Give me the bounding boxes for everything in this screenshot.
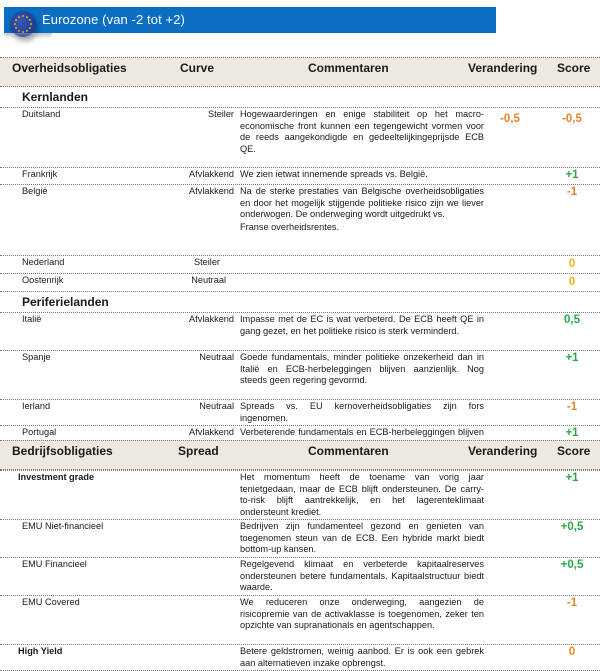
group-title: Periferielanden — [22, 295, 109, 309]
banner-shadow — [4, 33, 52, 39]
header-verandering: Verandering — [468, 444, 538, 458]
table-row — [0, 557, 600, 595]
row-name: Spanje — [22, 352, 51, 362]
row-comment-continued: Franse overheidsrentes. — [240, 221, 340, 232]
row-name: Investment grade — [18, 472, 95, 482]
row-comment: Spreads vs. EU kernoverheidsobligaties zijn fors ingenomen. — [240, 401, 484, 423]
row-comment: Verbeterende fundamentals en ECB-herbeleggingen blijven — [240, 427, 484, 437]
row-score: +1 — [565, 427, 579, 439]
row-score: -1 — [566, 186, 578, 198]
group-title: Kernlanden — [22, 90, 89, 104]
table-row — [0, 255, 600, 273]
table-row — [0, 470, 600, 519]
table-row — [0, 399, 600, 425]
row-score: +0,5 — [560, 559, 584, 571]
table-row — [0, 595, 600, 644]
group-heading — [0, 291, 600, 312]
table-row — [0, 167, 600, 184]
row-curve: Afvlakkend — [189, 169, 234, 179]
row-score: -1 — [566, 597, 578, 609]
row-name: Frankrijk — [22, 169, 58, 179]
table-row — [0, 273, 600, 291]
row-score: 0 — [568, 646, 576, 658]
row-score: 0 — [568, 258, 576, 270]
header-score: Score — [557, 444, 591, 458]
row-score: -1 — [566, 401, 578, 413]
row-score: 0 — [568, 276, 576, 288]
row-change: -0,5 — [500, 113, 520, 125]
row-name: EMU Niet-financieel — [22, 521, 104, 531]
row-name: Portugal — [22, 427, 57, 437]
row-name: Nederland — [22, 257, 65, 267]
header-score: Score — [557, 61, 591, 75]
row-name: Italië — [22, 314, 42, 324]
row-curve: Afvlakkend — [189, 186, 234, 196]
table-row — [0, 350, 600, 399]
row-curve: Steiler — [207, 109, 234, 119]
banner-title: Eurozone (van -2 tot +2) — [42, 12, 185, 27]
row-comment: We zien ietwat innemende spreads vs. België. — [240, 169, 428, 179]
row-score: +1 — [565, 472, 579, 484]
row-comment: Het momentum heeft de toename van vorig jaar tenietgedaan, maar de ECB blijft ondersteunen. De carry-to-risk blijft aantrekkelijk, en het lagerenteklimaat ondersteunt krediet. — [240, 472, 484, 517]
header-curve: Curve — [180, 61, 215, 75]
row-curve: Neutraal — [199, 401, 234, 411]
row-name: Oostenrijk — [22, 275, 64, 285]
row-curve: Neutraal — [191, 275, 226, 285]
row-name: België — [22, 186, 48, 196]
row-comment: Impasse met de EC is wat verbeterd. De ECB heeft QE in gang gezet, en het politieke risico is sterk verminderd. — [240, 314, 484, 336]
row-score: -0,5 — [562, 113, 582, 125]
row-name: Ierland — [22, 401, 51, 411]
table-row — [0, 107, 600, 167]
government-bonds-table — [0, 57, 600, 452]
table-row — [0, 519, 600, 557]
row-curve: Steiler — [193, 257, 220, 267]
row-curve: Afvlakkend — [189, 427, 234, 437]
header-overheidsobligaties: Overheidsobligaties — [12, 61, 127, 75]
row-comment: Hogewaarderingen en enige stabiliteit op het macro-economische front kunnen een tegengewicht vormen voor de reeds aangekondigde en gedeeltelijkingeprijsde ECB QE. — [240, 109, 484, 154]
row-comment: Bedrijven zijn fundamenteel gezond en genieten van toegenomen steun van de ECB. Een hybride markt biedt bottom-up kansen. — [240, 521, 484, 554]
header-spread: Spread — [178, 444, 219, 458]
row-comment: Goede fundamentals, minder politieke onzekerheid dan in Italië en ECB-herbeleggingen blijven aanzienlijk. Nog steeds geen regering gevormd. — [240, 352, 484, 385]
row-comment: Betere geldstromen, weinig aanbod. Er is ook een gebrek aan alternatieven inzake opbrengst. — [240, 646, 484, 668]
table-row — [0, 312, 600, 350]
row-score: +1 — [565, 169, 579, 181]
row-comment: We reduceren onze onderweging, aangezien de risicopremie van de activaklasse is toegenomen, zeker ten opzichte van supranationals en agentschappen. — [240, 597, 484, 630]
table-header — [0, 57, 600, 87]
row-name: Duitsland — [22, 109, 61, 119]
header-bedrijfsobligaties: Bedrijfsobligaties — [12, 444, 113, 458]
row-score: 0,5 — [564, 314, 580, 326]
corporate-bonds-table — [0, 440, 600, 671]
row-score: +0,5 — [560, 521, 584, 533]
table-row — [0, 644, 600, 670]
row-name: EMU Covered — [22, 597, 80, 607]
header-commentaren: Commentaren — [308, 444, 389, 458]
row-name: EMU Financieel — [22, 559, 87, 569]
header-verandering: Verandering — [468, 61, 538, 75]
group-heading — [0, 87, 600, 107]
header-commentaren: Commentaren — [308, 61, 389, 75]
row-score: +1 — [565, 352, 579, 364]
table-header — [0, 440, 600, 470]
table-row — [0, 184, 600, 255]
row-curve: Neutraal — [199, 352, 234, 362]
row-curve: Afvlakkend — [189, 314, 234, 324]
row-name: High Yield — [18, 646, 63, 656]
section-banner — [4, 7, 496, 33]
row-comment: Na de sterke prestaties van Belgische overheidsobligaties en door het mogelijk stijgende politieke risico zijn we liever onderwogen. De onderweging wordt uitgedrukt vs. — [240, 186, 484, 219]
row-comment: Regelgevend klimaat en verbeterde kapitaalreserves ondersteunen betere fundamentals. Kapitaalstructuur biedt waarde. — [240, 559, 484, 592]
